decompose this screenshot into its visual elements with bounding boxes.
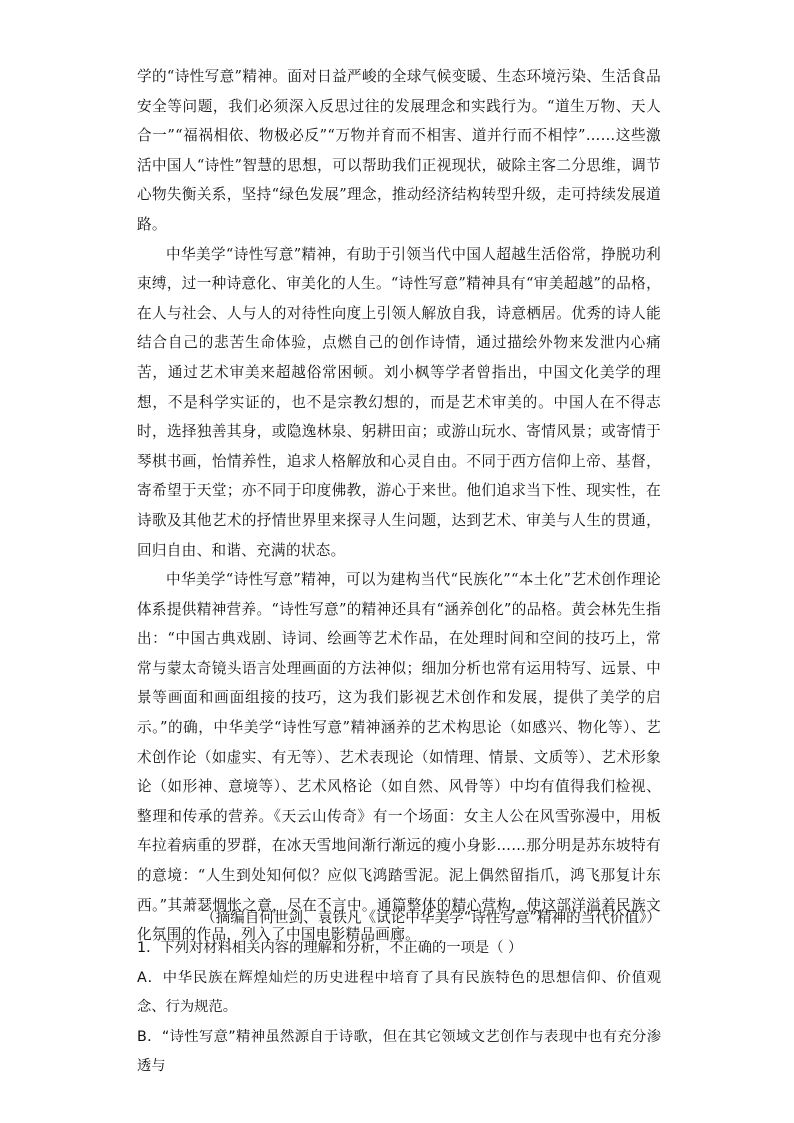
question-option-a: A．中华民族在辉煌灿烂的历史进程中培育了具有民族特色的思想信仰、价值观念、行为规范。 (137, 969, 661, 1016)
article-paragraph-3: 中华美学“诗性写意”精神，可以为建构当代“民族化”“本土化”艺术创作理论体系提供精神营养。“诗性写意”的精神还具有“涵养创化”的品格。黄会林先生指出：“中国古典戏剧、诗词、绘画等艺术作品，在处理时间和空间的技巧上，常常与蒙太奇镜头语言处理画面的方法神似；细加分析也常有运用特写、远景、中景等画面和画面组接的技巧，这为我们影视艺术创作和发展，提供了美学的启示。”的确，中华美学“诗性写意”精神涵养的艺术构思论（如感兴、物化等）、艺术创作论（如虚实、有无等）、艺术表现论（如情理、情景、文质等）、艺术形象论（如形神、意境等）、艺术风格论（如自然、风骨等）中均有值得我们检视、整理和传承的营养。《天云山传奇》有一个场面：女主人公在风雪弥漫中，用板车拉着病重的罗群，在冰天雪地间渐行渐远的瘦小身影……那分明是苏东坡特有的意境：“人生到处知何似？应似飞鸿踏雪泥。泥上偶然留指爪，鸿飞那复计东西。”其萧瑟惆怅之意，尽在不言中。通篇整体的精心营构，使这部洋溢着民族文化氛围的作品，列入了中国电影精品画廊。 (137, 571, 661, 944)
question-option-b: B．“诗性写意”精神虽然源自于诗歌，但在其它领域文艺创作与表现中也有充分渗透与 (137, 1028, 661, 1075)
article-source-citation: （摘编自何世剑、袁铁凡《试论中华美学“诗性写意”精神的当代价值》） (200, 909, 661, 926)
question-stem: 1．下列对材料相关内容的理解和分析，不正确的一项是（ ） (137, 940, 523, 956)
article-paragraph-1: 学的“诗性写意”精神。面对日益严峻的全球气候变暖、生态环境污染、生活食品安全等问题，我们必须深入反思过往的发展理念和实践行为。“道生万物、天人合一”“福祸相依、物极必反”“万物并育而不相害、道并行而不相悖”……这些激活中国人“诗性”智慧的思想，可以帮助我们正视现状，破除主客二分思维，调节心物失衡关系，坚持“绿色发展”理念，推动经济结构转型升级，走可持续发展道路。 (137, 68, 661, 233)
question-block (137, 934, 661, 1082)
article-paragraph-2: 中华美学“诗性写意”精神，有助于引领当代中国人超越生活俗常，挣脱功利束缚，过一种诗意化、审美化的人生。“诗性写意”精神具有“审美超越”的品格，在人与社会、人与人的对待性向度上引领人解放自我，诗意栖居。优秀的诗人能结合自己的悲苦生命体验，点燃自己的创作诗情，通过描绘外物来发泄内心痛苦，通过艺术审美来超越俗常困顿。刘小枫等学者曾指出，中国文化美学的理想，不是科学实证的，也不是宗教幻想的，而是艺术审美的。中国人在不得志时，选择独善其身，或隐逸林泉、躬耕田亩；或游山玩水、寄情风景；或寄情于琴棋书画，怡情养性，追求人格解放和心灵自由。不同于西方信仰上帝、基督，寄希望于天堂；亦不同于印度佛教，游心于来世。他们追求当下性、现实性，在诗歌及其他艺术的抒情世界里来探寻人生问题，达到艺术、审美与人生的贯通，回归自由、和谐、充满的状态。 (137, 245, 661, 559)
article-body (137, 62, 661, 950)
